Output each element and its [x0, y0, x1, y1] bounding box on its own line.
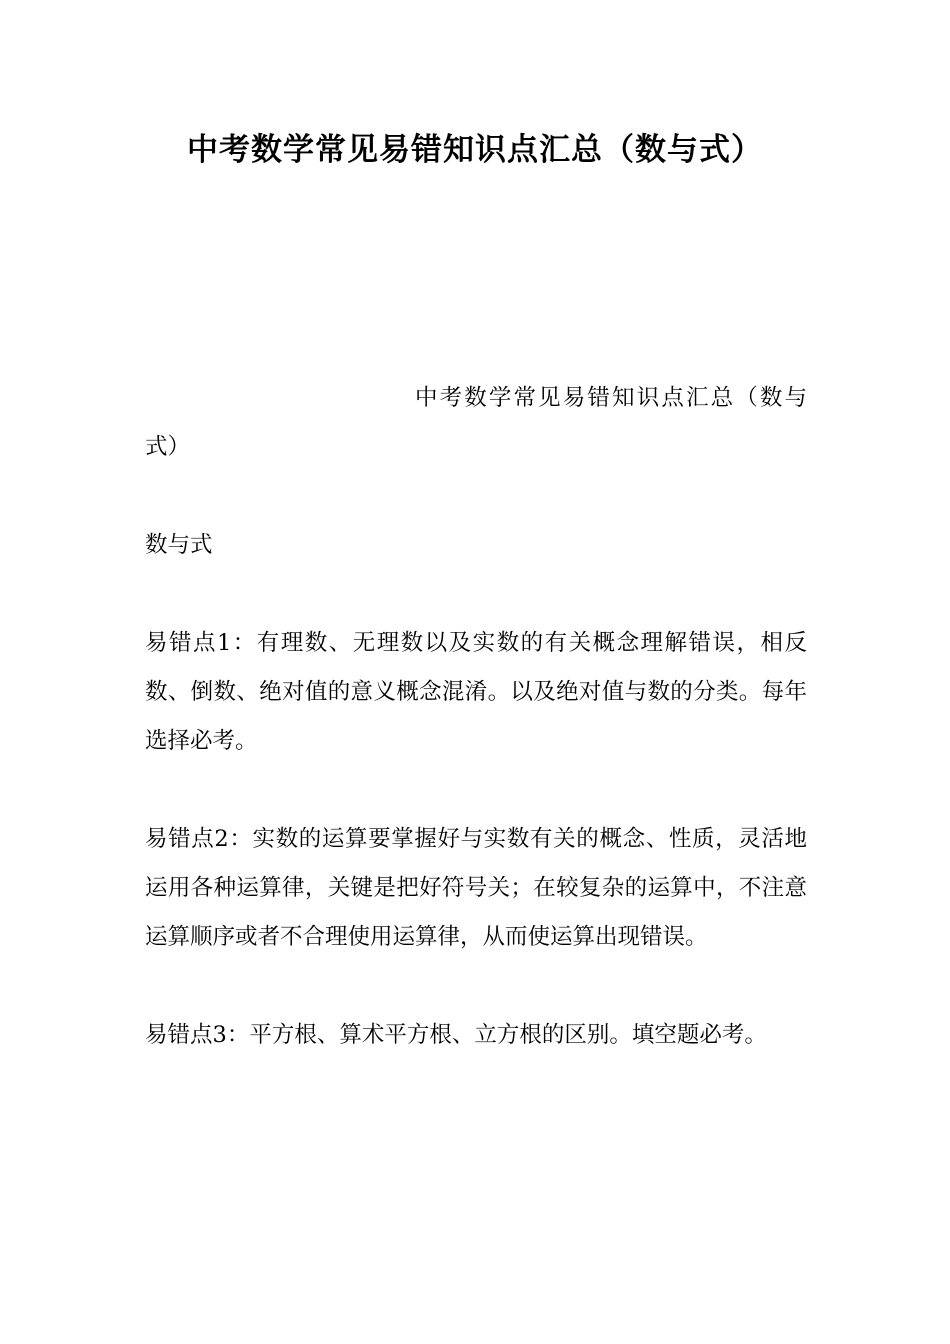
document-body	[145, 374, 807, 1109]
error-point-2: 易错点2：实数的运算要掌握好与实数有关的概念、性质，灵活地运用各种运算律，关键是把好符号关；在较复杂的运算中，不注意运算顺序或者不合理使用运算律，从而使运算出现错误。	[145, 826, 807, 950]
body-heading: 中考数学常见易错知识点汇总（数与式）	[145, 385, 807, 460]
error-point-1: 易错点1：有理数、无理数以及实数的有关概念理解错误，相反数、倒数、绝对值的意义概念混淆。以及绝对值与数的分类。每年选择必考。	[145, 630, 807, 754]
error-point-3: 易错点3：平方根、算术平方根、立方根的区别。填空题必考。	[145, 1022, 767, 1048]
document-title: 中考数学常见易错知识点汇总（数与式）	[187, 132, 763, 168]
section-heading: 数与式	[145, 532, 213, 558]
